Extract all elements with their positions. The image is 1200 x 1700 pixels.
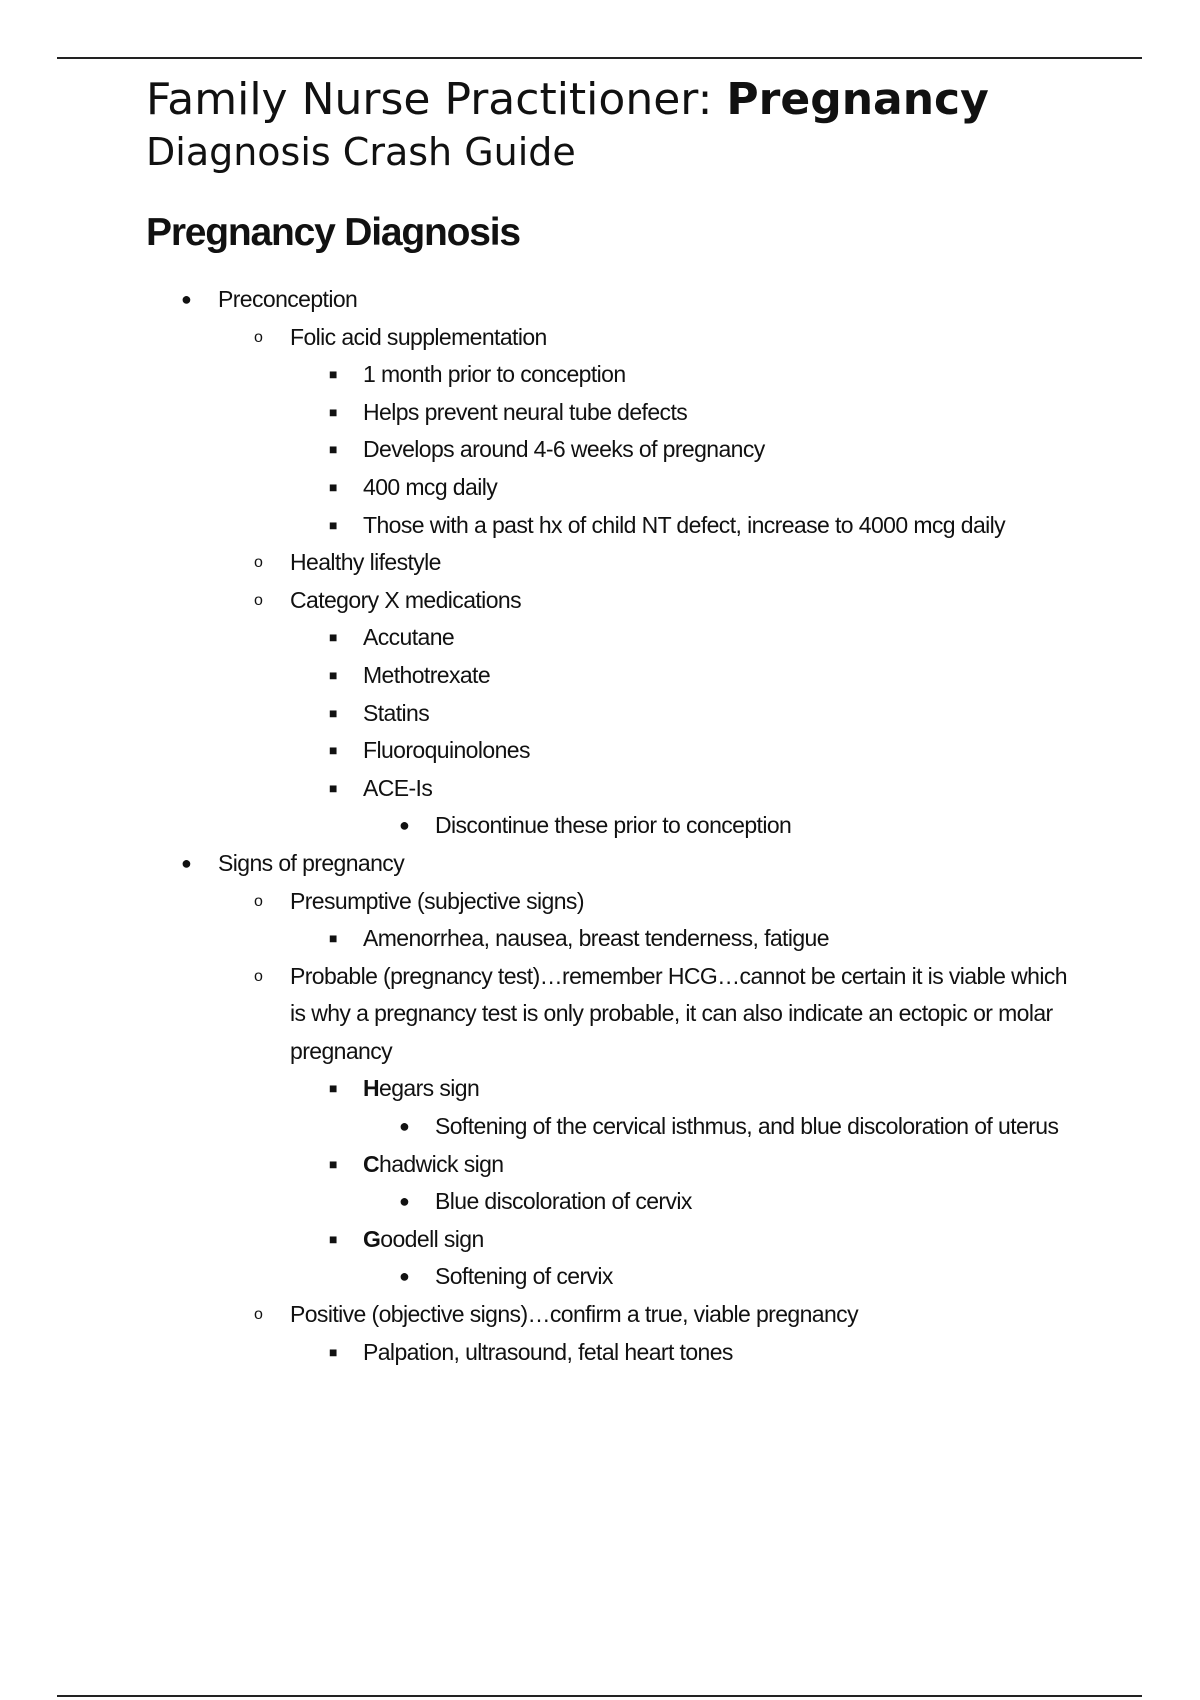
bullet-icon: ■ (329, 1230, 337, 1247)
bullet-icon: ■ (329, 742, 337, 759)
list-item (0, 770, 1200, 808)
item-text: Signs of pregnancy (218, 849, 405, 876)
list-item-text (290, 1296, 1080, 1334)
list-item (0, 356, 1200, 394)
title-prefix: Family Nurse Practitioner: (146, 74, 727, 125)
bullet-icon: ● (399, 815, 410, 836)
list-item (0, 469, 1200, 507)
item-text: Folic acid supplementation (290, 323, 547, 350)
bullet-icon: ● (399, 1266, 410, 1287)
list-item-text (363, 1146, 1063, 1184)
list-item (0, 582, 1200, 620)
bullet-icon: ■ (329, 403, 337, 420)
list-item (0, 1296, 1200, 1334)
list-item (0, 281, 1200, 319)
bullet-icon: o (254, 554, 263, 572)
list-item-text (363, 394, 1063, 432)
item-text: hadwick sign (379, 1150, 504, 1177)
list-item (0, 1258, 1200, 1296)
bullet-icon: ■ (329, 366, 337, 383)
list-item (0, 695, 1200, 733)
list-item-text (435, 1183, 1085, 1221)
list-item (0, 958, 1200, 1071)
bullet-icon: ■ (329, 1343, 337, 1360)
list-item-text (363, 356, 1063, 394)
item-text: Statins (363, 699, 430, 726)
bullet-icon: o (254, 1306, 263, 1324)
bold-initial: C (363, 1150, 380, 1177)
item-text: Discontinue these prior to conception (435, 812, 792, 839)
list-item-text (363, 732, 1063, 770)
bullet-icon: ■ (329, 441, 337, 458)
item-text: Fluoroquinolones (363, 737, 530, 764)
document-title (146, 72, 989, 128)
list-item-text (363, 657, 1063, 695)
list-item-text (363, 1221, 1063, 1259)
list-item (0, 657, 1200, 695)
list-item-text (290, 582, 1080, 620)
list-item-text (290, 958, 1080, 1071)
bold-initial: G (363, 1225, 381, 1252)
list-item-text (290, 319, 1080, 357)
list-item-text (363, 920, 1063, 958)
list-item (0, 431, 1200, 469)
list-item (0, 807, 1200, 845)
list-item-text (290, 544, 1080, 582)
item-text: Methotrexate (363, 661, 491, 688)
bullet-icon: ■ (329, 930, 337, 947)
top-rule (57, 57, 1142, 59)
item-text: Develops around 4-6 weeks of pregnancy (363, 436, 765, 463)
item-text: Positive (objective signs)…confirm a true, viable pregnancy (290, 1301, 858, 1328)
item-text: Palpation, ultrasound, fetal heart tones (363, 1338, 733, 1365)
bottom-rule (57, 1695, 1142, 1697)
list-item (0, 394, 1200, 432)
item-text: Softening of cervix (435, 1263, 613, 1290)
item-text: Preconception (218, 286, 358, 312)
list-item-text (290, 883, 1080, 921)
bullet-icon: ● (181, 289, 192, 309)
list-item (0, 1146, 1200, 1184)
bullet-icon: ■ (329, 779, 337, 796)
list-item-text (363, 469, 1063, 507)
item-text: Helps prevent neural tube defects (363, 398, 688, 425)
bullet-icon: ■ (329, 1155, 337, 1172)
document-subtitle: Diagnosis Crash Guide (146, 130, 576, 174)
list-item-text (435, 1108, 1085, 1146)
item-text: Healthy lifestyle (290, 549, 441, 576)
item-text: Amenorrhea, nausea, breast tenderness, fatigue (363, 925, 829, 952)
list-item (0, 845, 1200, 883)
bullet-icon: o (254, 892, 263, 910)
bullet-icon: o (254, 967, 263, 985)
list-item (0, 1334, 1200, 1372)
item-text: Presumptive (subjective signs) (290, 887, 584, 914)
list-item-text (363, 770, 1063, 808)
bullet-icon: ■ (329, 516, 337, 533)
list-item (0, 619, 1200, 657)
list-item-text (218, 281, 938, 319)
bullet-icon: ● (399, 1191, 410, 1212)
list-item (0, 732, 1200, 770)
bold-initial: H (363, 1075, 380, 1102)
bullet-list (0, 281, 1200, 1371)
item-text: egars sign (379, 1075, 480, 1102)
list-item (0, 544, 1200, 582)
list-item (0, 883, 1200, 921)
bullet-icon: o (254, 591, 263, 609)
bullet-icon: ● (399, 1116, 410, 1137)
item-text: Softening of the cervical isthmus, and blue discoloration of uterus (435, 1113, 1059, 1140)
bullet-icon: ■ (329, 478, 337, 495)
list-item-text (363, 619, 1063, 657)
item-text: 400 mcg daily (363, 473, 498, 500)
item-text: Category X medications (290, 586, 521, 613)
list-item-text (363, 1070, 1063, 1108)
item-text: Probable (pregnancy test)…remember HCG…cannot be certain it is viable which is why a pregnancy test is only probable, it can also indicate an ectopic or molar pregnancy (290, 962, 1067, 1064)
list-item-text (435, 807, 1085, 845)
title-bold: Pregnancy (726, 74, 989, 125)
list-item (0, 1183, 1200, 1221)
list-item (0, 1108, 1200, 1146)
item-text: ACE-Is (363, 774, 433, 801)
bullet-icon: ■ (329, 666, 337, 683)
item-text: Blue discoloration of cervix (435, 1188, 692, 1215)
list-item (0, 1221, 1200, 1259)
list-item-text (363, 431, 1063, 469)
list-item-text (363, 695, 1063, 733)
list-item-text (363, 507, 1063, 545)
list-item (0, 319, 1200, 357)
bullet-icon: ■ (329, 629, 337, 646)
list-item (0, 1070, 1200, 1108)
bullet-icon: ● (181, 852, 192, 873)
list-item (0, 507, 1200, 545)
section-heading: Pregnancy Diagnosis (146, 211, 520, 254)
list-item-text (218, 845, 938, 883)
item-text: oodell sign (380, 1225, 484, 1252)
bullet-icon: o (254, 328, 263, 346)
bullet-icon: ■ (329, 704, 337, 721)
item-text: 1 month prior to conception (363, 361, 626, 388)
item-text: Those with a past hx of child NT defect, increase to 4000 mcg daily (363, 511, 1006, 538)
list-item-text (363, 1334, 1063, 1372)
list-item (0, 920, 1200, 958)
bullet-icon: ■ (329, 1080, 337, 1097)
item-text: Accutane (363, 624, 455, 651)
list-item-text (435, 1258, 1085, 1296)
